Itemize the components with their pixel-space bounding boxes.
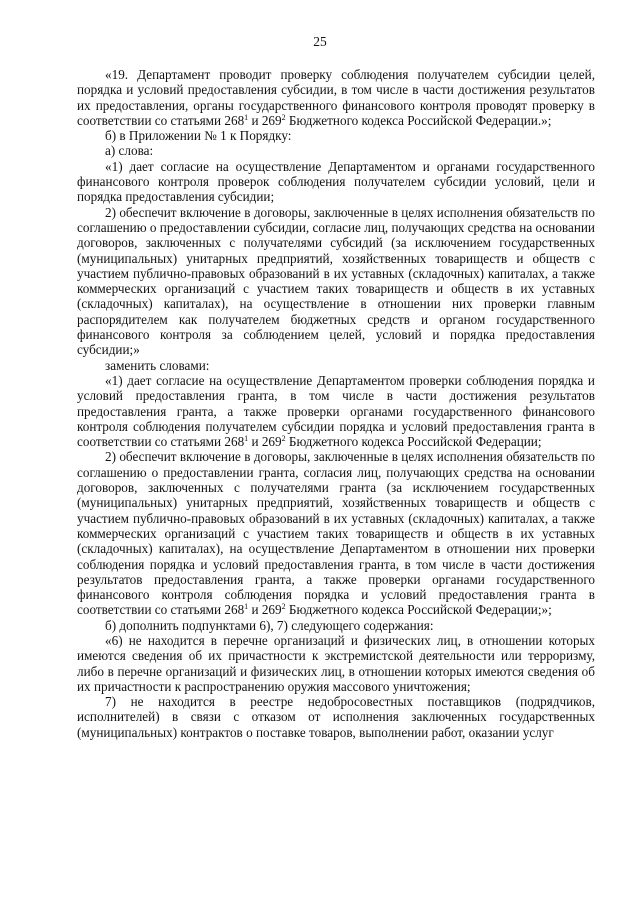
paragraph bbox=[77, 205, 595, 358]
text-run: б) дополнить подпунктами 6), 7) следующего содержания: bbox=[105, 617, 434, 633]
text-run: а) слова: bbox=[105, 143, 154, 159]
text-run: 2) обеспечит включение в договоры, заключенные в целях исполнения обязательств по соглашению о предоставлении гранта, согласия лиц, получающих средства на основании договоров, заключенных с получателями гранта (за исключением государственных (муниципальных) унитарных предприятий, хозяйственных товариществ и обществ с участием публично-правовых образований в их уставных (складочных) капиталах, а также коммерческих организаций с участием таких товариществ и обществ в их уставных (складочных) капиталах), на осуществление Департаментом в отношении них проверки соблюдения порядка и условий предоставления гранта, в том числе в части достижения результатов предоставления гранта, а также проверки органами государственного финансового контроля соблюдения порядка и условий предоставления гранта в соответствии со статьями 268 bbox=[77, 449, 595, 618]
superscript: 1 bbox=[244, 434, 249, 444]
paragraph bbox=[77, 143, 595, 158]
text-run: Бюджетного кодекса Российской Федерации;»; bbox=[285, 602, 552, 618]
text-run: «1) дает согласие на осуществление Департаментом и органами государственного финансового контроля проверок соблюдения получателем субсидии условий, цели и порядка предоставления субсидии; bbox=[77, 158, 595, 205]
text-run: и 269 bbox=[248, 112, 282, 128]
paragraph bbox=[77, 373, 595, 449]
text-run: б) в Приложении № 1 к Порядку: bbox=[105, 128, 292, 144]
paragraph bbox=[77, 618, 595, 633]
superscript: 2 bbox=[281, 602, 286, 612]
paragraph bbox=[77, 358, 595, 373]
superscript: 2 bbox=[281, 112, 286, 122]
paragraph bbox=[77, 159, 595, 205]
text-run: 7) не находится в реестре недобросовестных поставщиков (подрядчиков, исполнителей) в связи с отказом от исполнения заключенных государственных (муниципальных) контрактов о поставке товаров, выполнении работ, оказании услуг bbox=[77, 694, 595, 740]
text-run: Бюджетного кодекса Российской Федерации; bbox=[285, 434, 542, 450]
paragraph bbox=[77, 449, 595, 617]
text-run: «6) не находится в перечне организаций и физических лиц, в отношении которых имеются сведения об их причастности к экстремистской деятельности или терроризму, либо в перечне организаций и физических лиц, в отношении которых имеются сведения об их причастности к распространению оружия массового уничтожения; bbox=[77, 632, 595, 694]
document-body bbox=[77, 67, 595, 740]
text-run: «1) дает согласие на осуществление Департаментом проверки соблюдения порядка и условий предоставления гранта, в том числе в части достижения результатов предоставления гранта, а также проверки органами государственного финансового контроля соблюдения получателем субсидии порядка и условий предоставления гранта в соответствии со статьями 268 bbox=[77, 372, 595, 450]
superscript: 2 bbox=[281, 434, 286, 444]
text-run: и 269 bbox=[248, 602, 282, 618]
paragraph bbox=[77, 694, 595, 740]
text-run: 2) обеспечит включение в договоры, заключенные в целях исполнения обязательств по соглашению о предоставлении субсидии, согласие лиц, получающих средства на основании договоров, заключенных с получателями субсидий (за исключением государственных (муниципальных) унитарных предприятий, хозяйственных товариществ и обществ с участием публично-правовых образований в их уставных (складочных) капиталах, а также коммерческих организаций с участием таких товариществ и обществ в их уставных (складочных) капиталах), на осуществление в отношении них проверки главным распорядителем как получателем бюджетных средств и органом государственного финансового контроля за соблюдением целей, условий и порядка предоставления субсидии;» bbox=[77, 204, 595, 358]
paragraph bbox=[77, 67, 595, 128]
text-run: Бюджетного кодекса Российской Федерации.»; bbox=[285, 112, 552, 128]
paragraph bbox=[77, 128, 595, 143]
page-number: 25 bbox=[313, 34, 327, 49]
text-run: «19. Департамент проводит проверку соблюдения получателем субсидии целей, порядка и условий предоставления субсидии, в том числе в части достижения результатов их предоставления, органы государственного финансового контроля проводят проверку в соответствии со статьями 268 bbox=[77, 67, 595, 128]
paragraph bbox=[77, 633, 595, 694]
text-run: и 269 bbox=[248, 434, 282, 450]
text-run: заменить словами: bbox=[105, 357, 210, 373]
superscript: 1 bbox=[244, 602, 249, 612]
superscript: 1 bbox=[244, 112, 249, 122]
